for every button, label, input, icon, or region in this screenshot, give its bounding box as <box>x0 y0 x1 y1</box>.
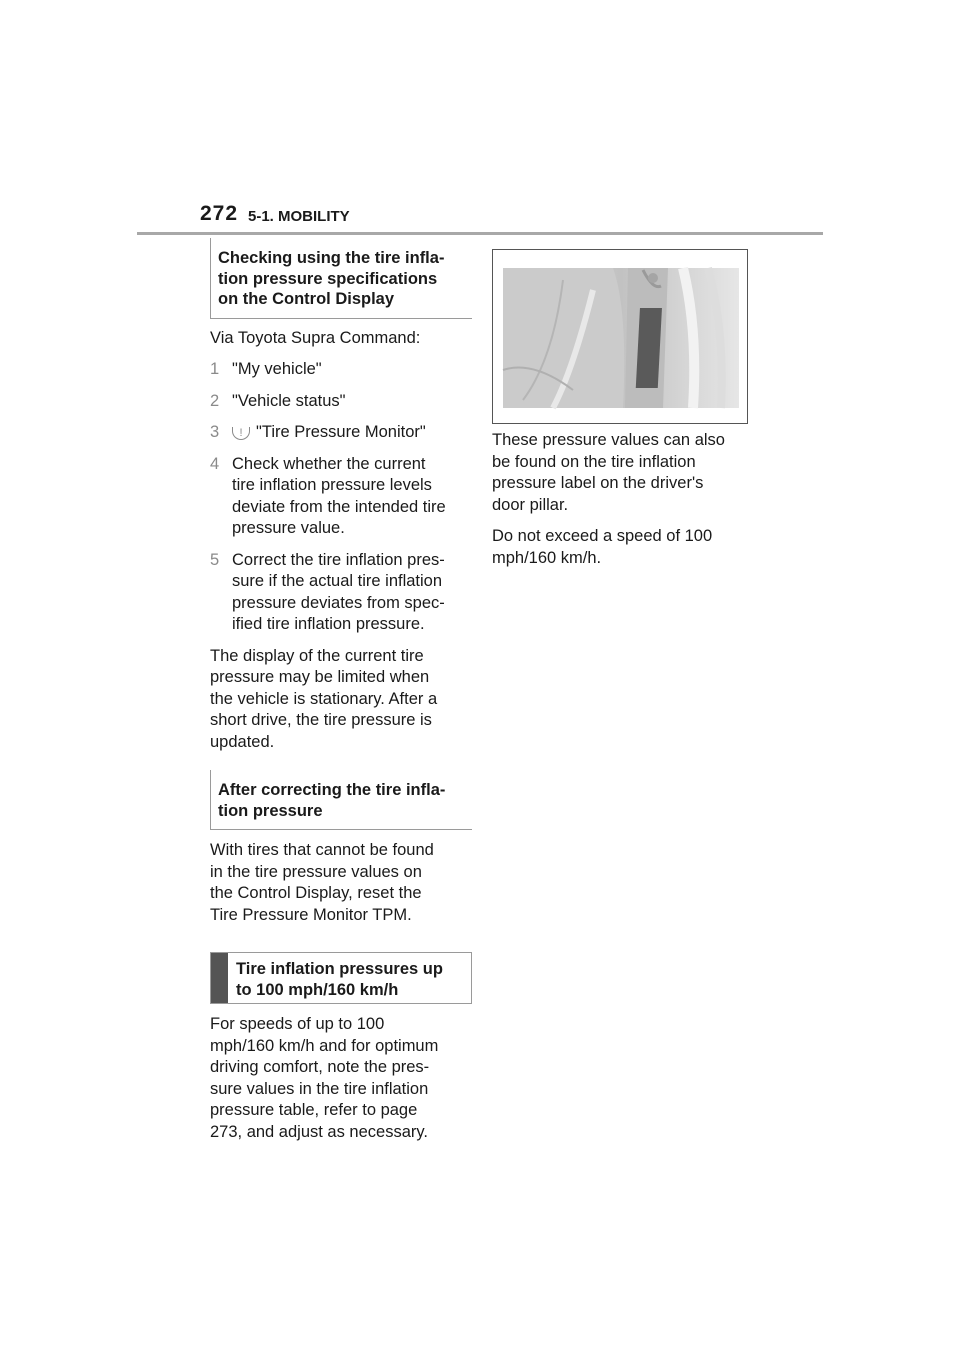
step-line: sure if the actual tire inflation <box>232 572 443 590</box>
list-item <box>210 359 472 381</box>
subhead-checking-tire-pressure <box>210 238 472 319</box>
step-line: deviate from the intended tire <box>232 497 446 516</box>
boxhead-tire-pressures-100mph <box>210 952 472 1004</box>
subhead-line: tion pressure specifications <box>218 269 438 288</box>
step-number: 4 <box>210 454 220 473</box>
reset-note: With tires that cannot be found in the tire pressure values on the Control Display, reset the Tire Pressure Monitor TPM. <box>210 841 434 924</box>
label-note: These pressure values can also be found on the tire inflation pressure label on the driver's door pillar. <box>492 431 725 514</box>
steps-list <box>210 359 472 636</box>
boxhead-line: Tire inflation pressures up <box>236 960 443 978</box>
subhead-after-correcting <box>210 770 472 830</box>
list-item <box>210 550 472 636</box>
list-item <box>210 454 472 540</box>
tire-pressure-warning-icon: ! <box>232 427 250 440</box>
left-column <box>210 238 472 1143</box>
speed-limit-note: Do not exceed a speed of 100 mph/160 km/h. <box>492 527 713 567</box>
subhead-line: Checking using the tire infla- <box>218 249 445 267</box>
list-item <box>210 391 472 413</box>
subhead-line: on the Control Display <box>218 290 395 308</box>
step-line: pressure value. <box>232 519 345 537</box>
list-item <box>210 422 472 444</box>
step-line: ified tire inflation pressure. <box>232 615 425 633</box>
display-note: The display of the current tire pressure may be limited when the vehicle is stationary. After a short drive, the tire pressure is updated. <box>210 646 438 751</box>
subhead-line: tion pressure <box>218 801 323 820</box>
door-pillar-photo <box>492 249 748 424</box>
page-number: 272 <box>200 202 239 225</box>
header-rule <box>137 232 823 235</box>
step-number: 2 <box>210 391 220 410</box>
section-title: 5-1. MOBILITY <box>248 208 350 225</box>
subhead-line: After correcting the tire infla- <box>218 781 446 799</box>
step-line: tire inflation pressure levels <box>232 476 432 494</box>
step-line: Check whether the current <box>232 454 426 473</box>
step-line: pressure deviates from spec- <box>232 593 445 612</box>
step-number: 1 <box>210 360 220 378</box>
speed-note: For speeds of up to 100 mph/160 km/h and for optimum driving comfort, note the pres- sure values in the tire inflation pressure table, refer to page 273, and adjust as necessary. <box>210 1015 439 1141</box>
step-text: "Tire Pressure Monitor" <box>256 423 426 441</box>
step-text: "My vehicle" <box>232 360 322 378</box>
boxhead-line: to 100 mph/160 km/h <box>236 980 399 999</box>
door-pillar-illustration <box>493 250 748 424</box>
step-number: 3 <box>210 423 220 441</box>
step-text: "Vehicle status" <box>232 391 346 410</box>
step-number: 5 <box>210 550 220 569</box>
boxhead-bar <box>211 953 228 1003</box>
right-column <box>492 249 754 569</box>
intro-text: Via Toyota Supra Command: <box>210 328 421 347</box>
step-line: Correct the tire inflation pres- <box>232 550 445 569</box>
